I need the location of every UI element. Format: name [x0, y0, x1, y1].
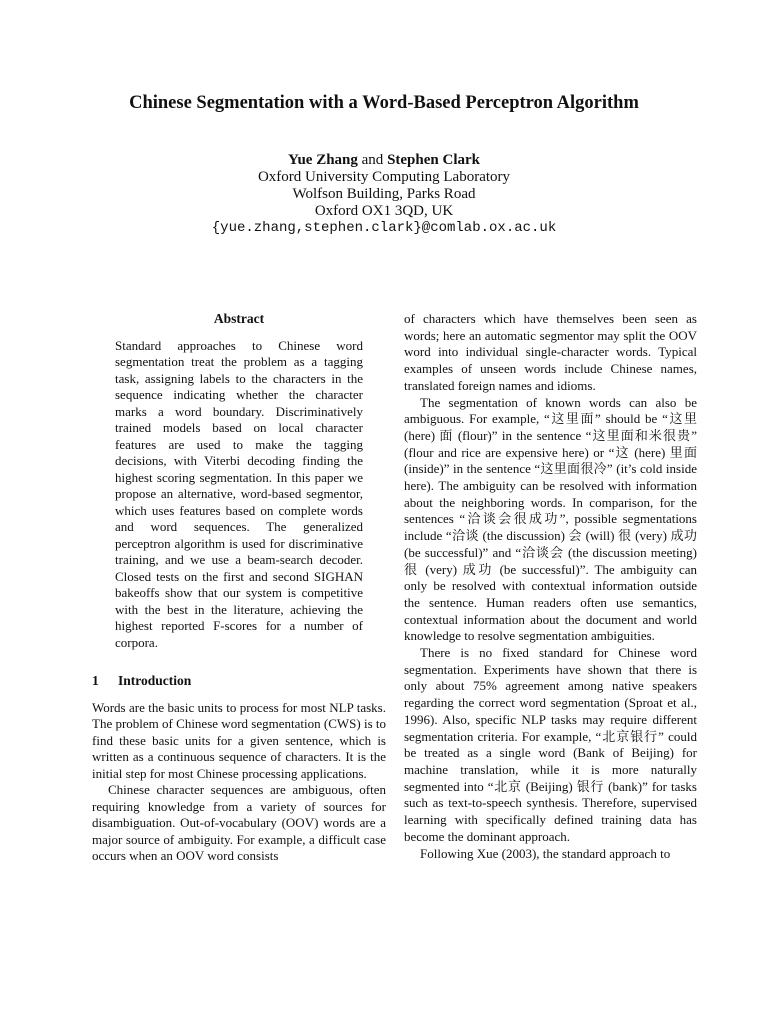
author-2: Stephen Clark — [387, 152, 480, 168]
abstract-text: Standard approaches to Chinese word segmentation treat the problem as a tagging task, assigning labels to the characters in the sequence indicating whether the character marks a word boundary. Discriminatively trained models based on local character features are used to make the tagging decisions, with Viterbi decoding finding the highest scoring segmentation. In this paper we propose an alternative, word-based segmentor, which uses features based on complete words and word sequences. The generalized perceptron algorithm is used for discriminative training, and we use a beam-search decoder. Closed tests on the first and second SIGHAN bakeoffs show that our system is competitive with the best in the literature, achieving the highest reported F-scores for a number of corpora. — [115, 337, 363, 650]
author-email: {yue.zhang,stephen.clark}@comlab.ox.ac.uk — [211, 220, 557, 236]
author-conjunction: and — [361, 152, 384, 168]
body-paragraph: of characters which have themselves been seen as words; here an automatic segmentor may split the OOV word into individual single-character words. Typical examples of unseen words include Chinese names, translated foreign names and idioms. — [404, 311, 697, 393]
intro-paragraph: Chinese character sequences are ambiguous, often requiring knowledge from a variety of sources for disambiguation. Out-of-vocabulary (OOV) words are a major source of ambiguity. For example, a difficult case occurs when an OOV word consists — [92, 782, 386, 863]
section-title: Introduction — [118, 673, 192, 688]
section-heading-introduction — [92, 673, 386, 690]
right-column — [404, 311, 697, 862]
author-1: Yue Zhang — [287, 152, 358, 168]
abstract-heading: Abstract — [213, 311, 265, 326]
affiliation: Oxford University Computing Laboratory — [257, 169, 511, 185]
section-number: 1 — [92, 673, 99, 688]
body-paragraph: Following Xue (2003), the standard approach to — [420, 845, 671, 861]
intro-paragraph: Words are the basic units to process for most NLP tasks. The problem of Chinese word segmentation (CWS) is to find these basic units for a given sentence, which is written as a continuous sequence of characters. It is the initial step for most Chinese processing applications. — [92, 699, 386, 781]
address-line-1: Wolfson Building, Parks Road — [292, 186, 476, 202]
left-column — [92, 311, 386, 865]
paper-title: Chinese Segmentation with a Word-Based Perceptron Algorithm — [129, 93, 639, 113]
author-block — [0, 152, 768, 237]
address-line-2: Oxford OX1 3QD, UK — [314, 203, 454, 219]
author-names — [0, 152, 768, 169]
body-paragraph: There is no fixed standard for Chinese word segmentation. Experiments have shown that there is only about 75% agreement among native speakers regarding the correct word segmentation (Sproat et al., 1996). Also, specific NLP tasks may require different segmentation criteria. For example, “北京银行” could be treated as a single word (Bank of Beijing) for machine translation, while it is more naturally segmented into “北京 (Beijing) 银行 (bank)” for tasks such as text-to-speech synthesis. Therefore, supervised learning with specifically defined training data has become the dominant approach. — [404, 645, 697, 844]
body-paragraph: The segmentation of known words can also be ambiguous. For example, “这里面” should be “这里 (here) 面 (flour)” in the sentence “这里面和米很贵” (flour and rice are expensive here) or “这 (here) 里面 (inside)” in the sentence “这里面很冷” (it’s cold inside here). The ambiguity can be resolved with information about the neighboring words. In comparison, for the sentences “洽谈会很成功”, possible segmentations include “洽谈 (the discussion) 会 (will) 很 (very) 成功 (be successful)” and “洽谈会 (the discussion meeting) 很 (very) 成功 (be successful)”. The ambiguity can only be resolved with contextual information outside the sentence. Human readers often use semantics, contextual information about the document and world knowledge to resolve segmentation ambiguities. — [404, 394, 697, 644]
